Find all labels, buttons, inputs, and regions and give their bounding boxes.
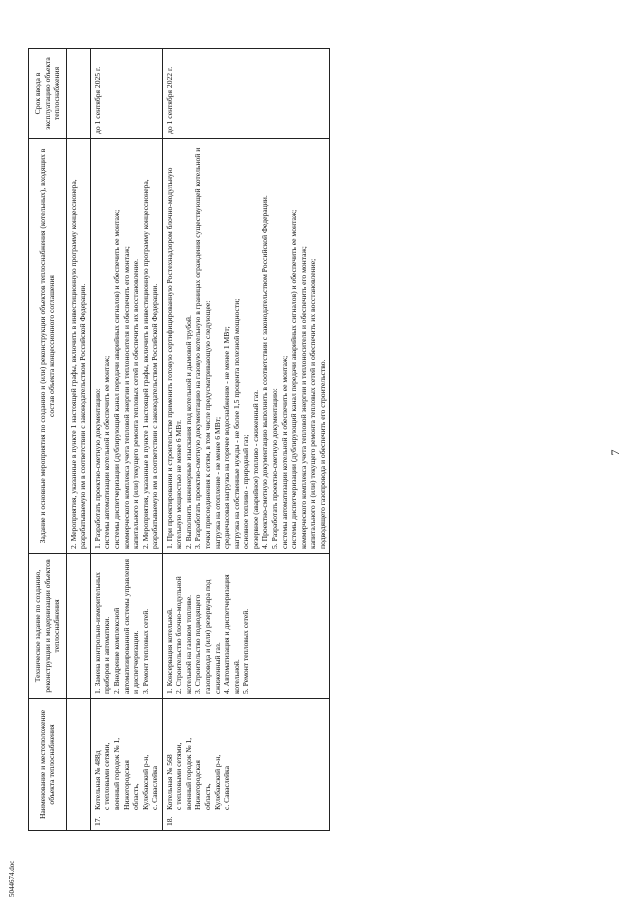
object-name-line: военный городок № 1, bbox=[111, 737, 121, 810]
technical-task-item: 2. Строительство блочно-модульной котельной на газовом топливе. bbox=[174, 576, 193, 694]
measure-item: 1. Разработать проектно-сметную документацию: bbox=[92, 388, 102, 549]
row-number: 18. bbox=[164, 816, 174, 826]
measure-item: капитального и (или) текущего ремонта тепловых сетей и обеспечить их восстановление. bbox=[131, 259, 141, 549]
technical-task-item: 1. Консервация котельной. bbox=[164, 608, 174, 694]
column-header-measures: Задание и основные мероприятия по созданию и (или) реконструкции объектов теплоснабжения (котельных), входящих в состав объекта концессионного соглашения bbox=[29, 139, 67, 554]
column-header-name: Наименование и местоположение объекта теплоснабжения bbox=[29, 699, 67, 831]
continuation-row bbox=[66, 49, 90, 831]
measure-item: 4. Проектно-сметную документацию выполнить в соответствии с законодательством Российской Федерации. bbox=[260, 195, 270, 549]
object-name-line: Нижегородская bbox=[193, 760, 203, 810]
technical-task-item: 1. Замена контрольно-измерительных приборов и автоматики. bbox=[92, 572, 112, 694]
continuation-measure-line: 2. Мероприятия, указанные в пункте 1 настоящей графы, включить в инвестиционную программу концессионера, разрабатываемую им в соответствии с законодательством Российской Федерации. bbox=[68, 179, 88, 549]
object-name-cell bbox=[162, 699, 330, 831]
column-header-task: Техническое задание по созданию, реконструкции и модернизации объектов теплоснабжения bbox=[29, 554, 67, 699]
technical-task-item: 3. Ремонт тепловых сетей. bbox=[140, 608, 150, 694]
continuation-deadline-cell bbox=[66, 49, 90, 139]
measure-item: подводящего газопровода и обеспечить его строительство. bbox=[317, 359, 327, 549]
table-header-row bbox=[29, 49, 67, 831]
object-name-line: Кулебакский р-н, bbox=[212, 754, 222, 810]
measure-item: нагрузка на собственные нужды - не более 1,5 процента полезной мощности; bbox=[231, 298, 241, 549]
measure-item: 2. Выполнить инженерные изыскания под котельной и дымовой трубой. bbox=[183, 315, 193, 549]
deadline-text: до 1 сентября 2025 г. bbox=[92, 66, 102, 134]
technical-task-item: 2. Внедрение комплексной автоматизированной системы управления и диспетчеризации. bbox=[111, 559, 141, 694]
document-file-id: 5044674.doc bbox=[8, 860, 16, 897]
object-name-line: область, bbox=[203, 783, 212, 810]
object-name-line: с. Саваслейка bbox=[150, 766, 160, 810]
heat-supply-objects-table bbox=[28, 48, 330, 831]
object-name-line: Нижегородская bbox=[121, 760, 131, 810]
table-row bbox=[90, 49, 162, 831]
measure-item: основное топливо - природный газ; bbox=[241, 434, 251, 549]
object-name-line: Котельная № 568 bbox=[164, 754, 174, 810]
object-name-line: Кулебакский р-н, bbox=[140, 754, 150, 810]
technical-task-item: 5. Ремонт тепловых сетей. bbox=[241, 608, 251, 694]
measure-item: системы диспетчеризации (дублирующий канал передачи аварийных сигналов) и обеспечить ее монтаж; bbox=[111, 209, 121, 549]
measures-cell bbox=[90, 139, 162, 554]
technical-task-cell bbox=[90, 554, 162, 699]
deadline-text: до 1 сентября 2022 г. bbox=[164, 66, 174, 134]
measure-item: системы автоматизации котельной и обеспечить ее монтаж; bbox=[279, 355, 289, 549]
column-header-deadline: Срок ввода в эксплуатацию объекта теплоснабжения bbox=[29, 49, 67, 139]
technical-task-item: 3. Строительство подводящего газопровода и (или) резервуара под сжиженный газ. bbox=[193, 579, 222, 694]
object-name-line: область, bbox=[131, 783, 141, 810]
measure-item: системы автоматизации котельной и обеспечить ее монтаж; bbox=[102, 355, 112, 549]
measure-item: резервное (аварийное) топливо - сжиженный газ. bbox=[250, 389, 260, 549]
measures-cell bbox=[162, 139, 330, 554]
table-row bbox=[162, 49, 330, 831]
measure-item: нагрузка на отопление - не менее 6 МВт; bbox=[212, 416, 222, 549]
page-number: 7 bbox=[608, 449, 622, 456]
measure-item: коммерческого комплекса учета тепловой энергии и теплоносителя и обеспечить его монтаж; bbox=[298, 246, 308, 549]
deadline-cell bbox=[90, 49, 162, 139]
measure-item: капитального и (или) текущего ремонта тепловых сетей и обеспечить их восстановление; bbox=[308, 258, 318, 549]
technical-task-cell bbox=[162, 554, 330, 699]
object-name-line: с. Саваслейка bbox=[222, 766, 232, 810]
deadline-cell bbox=[162, 49, 330, 139]
measure-item: коммерческого комплекса учета тепловой энергии и теплоносителя и обеспечить его монтаж; bbox=[121, 246, 131, 549]
continuation-measures-cell bbox=[66, 139, 90, 554]
object-name-line: с тепловыми сетями, bbox=[174, 742, 184, 810]
continuation-task-cell bbox=[66, 554, 90, 699]
object-name-line: Котельная № 488д bbox=[92, 750, 102, 810]
measure-item: системы диспетчеризации (дублирующий канал передачи аварийных сигналов) и обеспечить ее монтаж; bbox=[289, 209, 299, 549]
object-name-line: военный городок № 1, bbox=[183, 737, 193, 810]
row-number: 17. bbox=[92, 816, 102, 826]
continuation-name-cell bbox=[66, 699, 90, 831]
measure-item: среднечасовая нагрузка на горячее водоснабжение - не менее 1 МВт; bbox=[222, 326, 232, 549]
technical-task-item: 4. Автоматизация и диспетчеризация котельной. bbox=[222, 574, 241, 694]
object-name-cell bbox=[90, 699, 162, 831]
measure-item: 2. Мероприятия, указанные в пункте 1 настоящей графы, включить в инвестиционную программу концессионера, разрабатываемую им в соответствии с законодательством Российской Федерации. bbox=[140, 179, 160, 549]
measure-item: 3. Разработать проектно-сметную документацию на газовую котельную в границах ограждения существующей котельной и точки присоединения к сетям, в том числе предусматривающую следующее: bbox=[193, 147, 212, 549]
object-name-line: с тепловыми сетями, bbox=[102, 742, 112, 810]
measure-item: 5. Разработать проектно-сметную документацию: bbox=[269, 388, 279, 549]
measure-item: 1. При проектировании и строительстве применить готовую сертифицированную Ростехнадзором блочно-модульную котельную мощностью не менее 6 МВт. bbox=[164, 167, 184, 549]
